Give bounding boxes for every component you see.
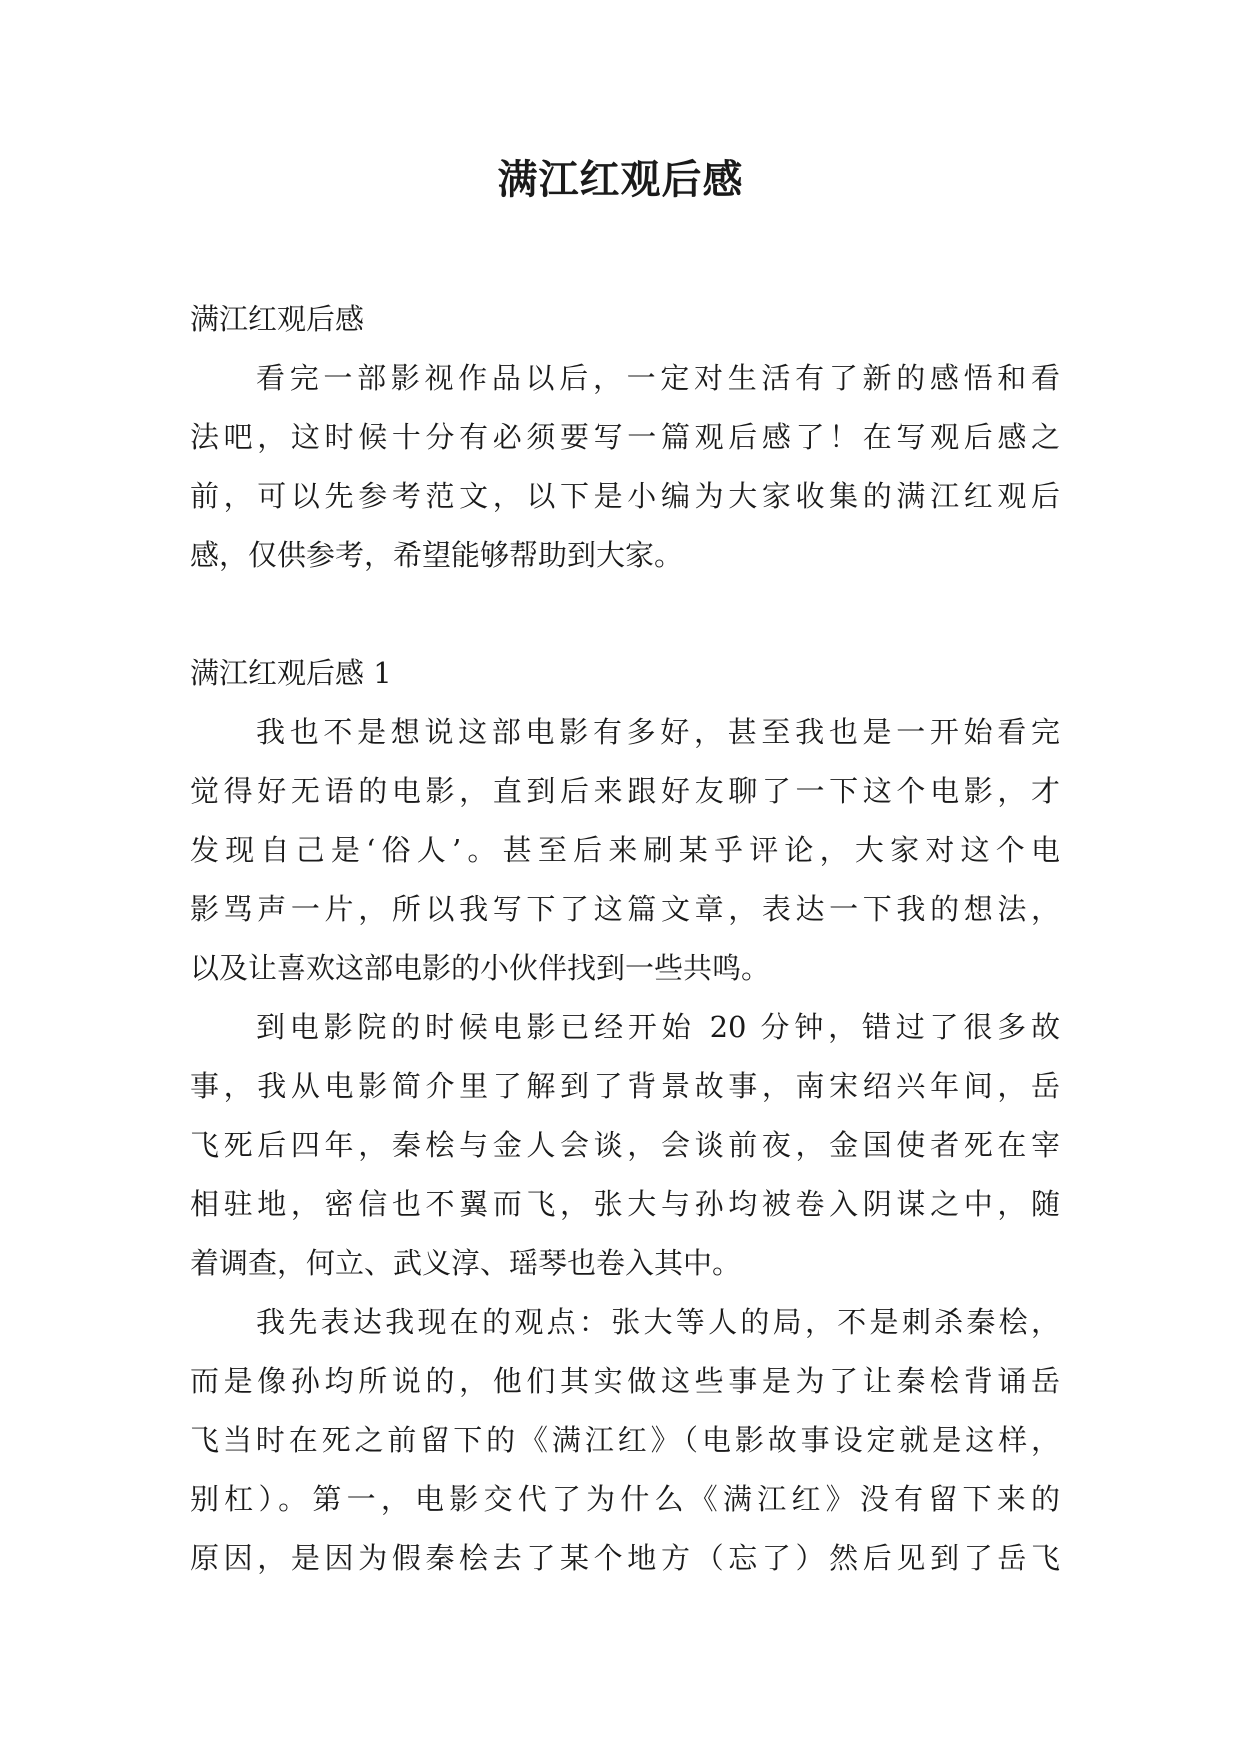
- paragraph-line: 飞当时在死之前留下的《满江红》（电影故事设定就是这样，: [190, 1423, 1060, 1457]
- paragraph-line: 前，可以先参考范文，以下是小编为大家收集的满江红观后: [190, 479, 1060, 513]
- paragraph-line: 别杠）。第一，电影交代了为什么《满江红》没有留下来的: [190, 1482, 1060, 1516]
- document-body: [190, 290, 1060, 1588]
- section-heading: 满江红观后感 1: [190, 656, 392, 690]
- paragraph-line: 以及让喜欢这部电影的小伙伴找到一些共鸣。: [190, 951, 771, 985]
- paragraph-1: [190, 703, 1060, 998]
- paragraph-line: 事，我从电影简介里了解到了背景故事，南宋绍兴年间，岳: [190, 1069, 1060, 1103]
- paragraph-line: 法吧，这时候十分有必须要写一篇观后感了！在写观后感之: [190, 420, 1060, 454]
- paragraph-line: 我先表达我现在的观点：张大等人的局，不是刺杀秦桧，: [256, 1305, 1060, 1339]
- paragraph-line: 发现自己是‘俗人’。甚至后来刷某乎评论，大家对这个电: [190, 833, 1060, 867]
- paragraph-line: 到电影院的时候电影已经开始 20 分钟，错过了很多故: [256, 1010, 1060, 1044]
- document-title: 满江红观后感: [497, 156, 744, 203]
- paragraph-line: 原因，是因为假秦桧去了某个地方（忘了）然后见到了岳飞: [190, 1541, 1060, 1575]
- intro-heading: 满江红观后感: [190, 302, 365, 336]
- paragraph-line: 感，仅供参考，希望能够帮助到大家。: [190, 538, 684, 572]
- paragraph-line: 飞死后四年，秦桧与金人会谈，会谈前夜，金国使者死在宰: [190, 1128, 1060, 1162]
- intro-paragraph: [190, 349, 1060, 585]
- paragraph-line: 我也不是想说这部电影有多好，甚至我也是一开始看完: [256, 715, 1060, 749]
- paragraph-line: 觉得好无语的电影，直到后来跟好友聊了一下这个电影，才: [190, 774, 1060, 808]
- paragraph-3: [190, 1293, 1060, 1588]
- paragraph-line: 而是像孙均所说的，他们其实做这些事是为了让秦桧背诵岳: [190, 1364, 1060, 1398]
- section-spacer: [190, 585, 1060, 644]
- paragraph-line: 着调查，何立、武义淳、瑶琴也卷入其中。: [190, 1246, 742, 1280]
- paragraph-line: 看完一部影视作品以后，一定对生活有了新的感悟和看: [256, 361, 1060, 395]
- paragraph-line: 影骂声一片，所以我写下了这篇文章，表达一下我的想法，: [190, 892, 1060, 926]
- paragraph-2: [190, 998, 1060, 1293]
- paragraph-line: 相驻地，密信也不翼而飞，张大与孙均被卷入阴谋之中，随: [190, 1187, 1060, 1221]
